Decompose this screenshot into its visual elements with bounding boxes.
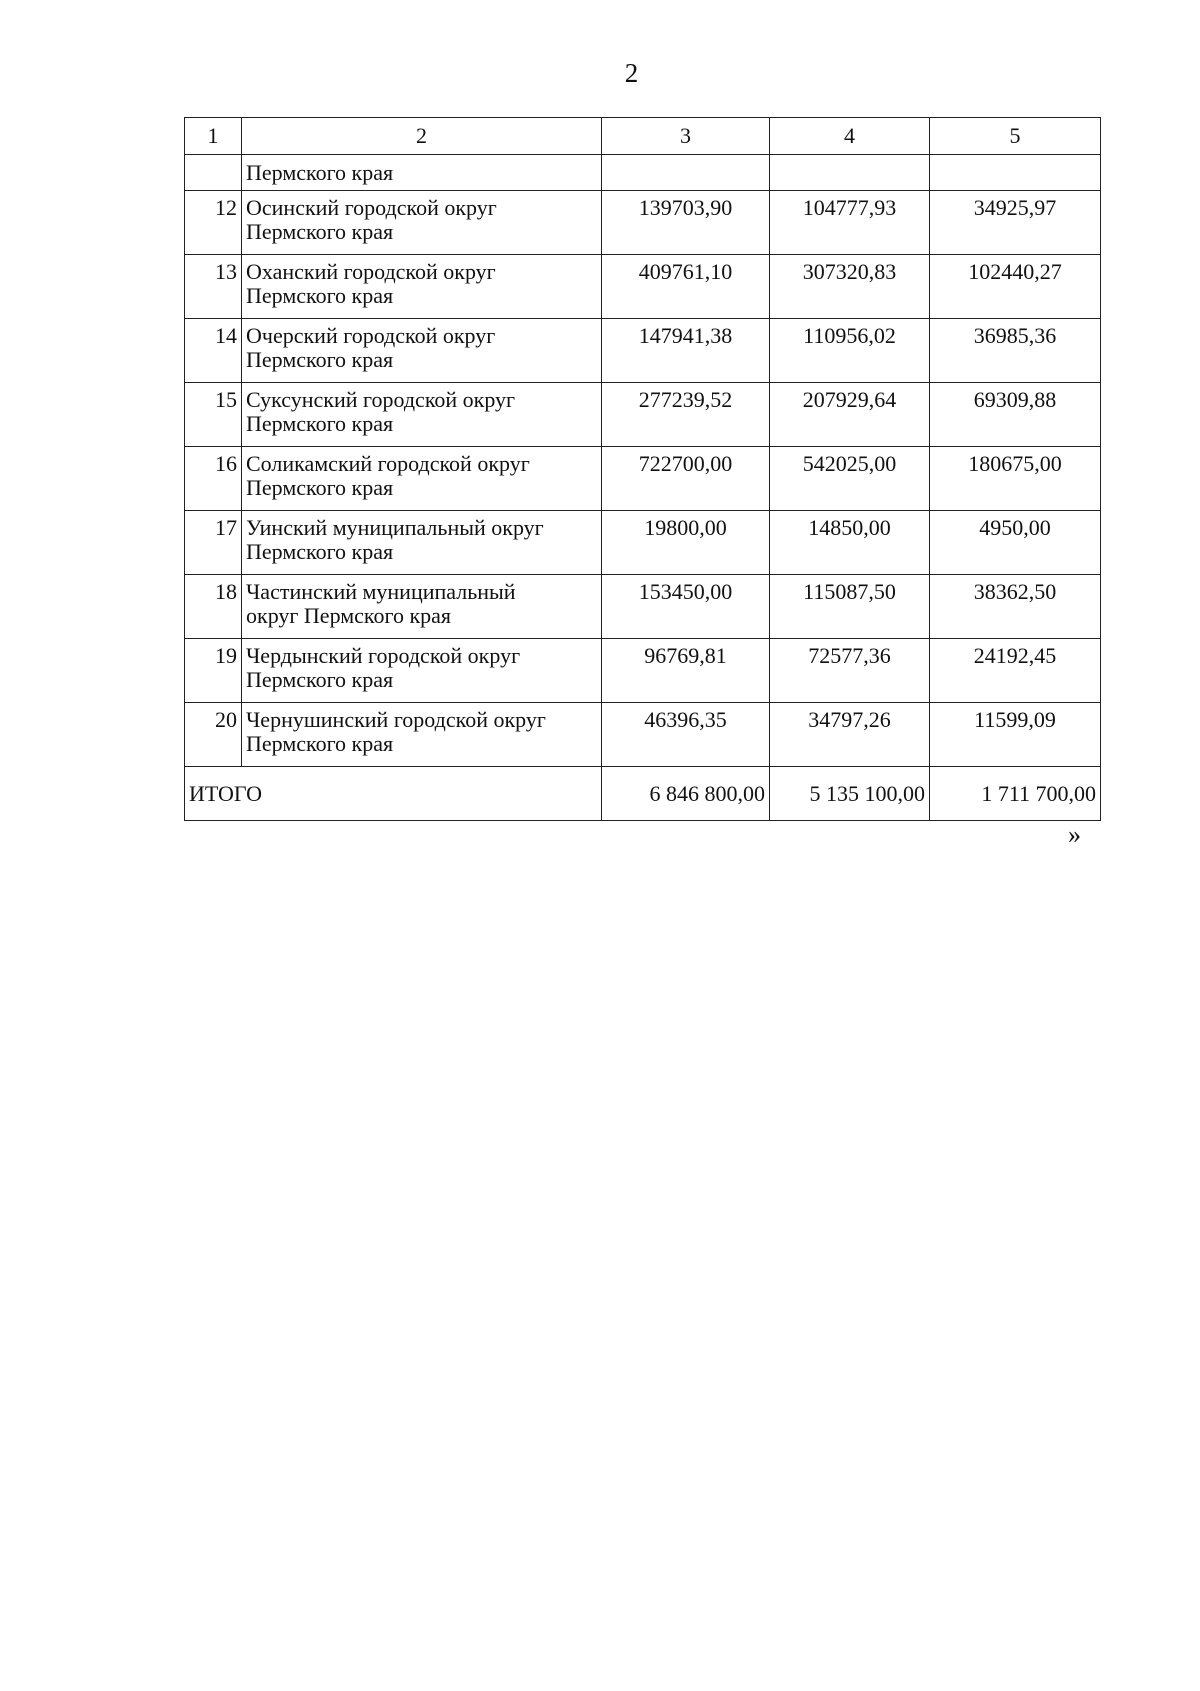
municipality-name <box>242 191 602 255</box>
allocation-table <box>184 117 1101 821</box>
total-col-4: 5 135 100,00 <box>770 767 930 821</box>
value-col-4: 115087,50 <box>770 575 930 639</box>
municipality-name-line-2: Пермского края <box>246 731 394 756</box>
row-number: 15 <box>185 383 242 447</box>
municipality-name <box>242 383 602 447</box>
value-col-3: 19800,00 <box>602 511 770 575</box>
header-cell-1: 1 <box>185 118 242 155</box>
municipality-name-line-1: Частинский муниципальный <box>246 579 516 604</box>
row-number: 12 <box>185 191 242 255</box>
municipality-name: Пермского края <box>242 155 602 191</box>
table-row <box>185 383 1101 447</box>
value-col-4: 14850,00 <box>770 511 930 575</box>
page-number: 2 <box>624 58 639 88</box>
row-number: 20 <box>185 703 242 767</box>
municipality-name-line-1: Чердынский городской округ <box>246 643 521 668</box>
value-col-5: 11599,09 <box>930 703 1101 767</box>
table-row <box>185 511 1101 575</box>
closing-quote: » <box>1068 820 1081 849</box>
row-number: 14 <box>185 319 242 383</box>
total-label: ИТОГО <box>185 767 602 821</box>
value-col-5: 24192,45 <box>930 639 1101 703</box>
municipality-name-line-2: Пермского края <box>246 347 394 372</box>
municipality-name-line-1: Чернушинский городской округ <box>246 707 546 732</box>
value-col-3: 153450,00 <box>602 575 770 639</box>
municipality-name-line-2: Пермского края <box>246 475 394 500</box>
value-col-3: 277239,52 <box>602 383 770 447</box>
continuation-row <box>185 155 1101 191</box>
value-col-5: 102440,27 <box>930 255 1101 319</box>
value-col-5: 4950,00 <box>930 511 1101 575</box>
value-col-4: 110956,02 <box>770 319 930 383</box>
value-col-4: 34797,26 <box>770 703 930 767</box>
municipality-name-line-1: Осинский городской округ <box>246 195 497 220</box>
value-col-4 <box>770 155 930 191</box>
municipality-name <box>242 319 602 383</box>
municipality-name <box>242 447 602 511</box>
value-col-4: 542025,00 <box>770 447 930 511</box>
value-col-3 <box>602 155 770 191</box>
municipality-name <box>242 255 602 319</box>
value-col-3: 139703,90 <box>602 191 770 255</box>
row-number: 16 <box>185 447 242 511</box>
municipality-name-line-1: Уинский муниципальный округ <box>246 515 544 540</box>
value-col-4: 307320,83 <box>770 255 930 319</box>
header-cell-2: 2 <box>242 118 602 155</box>
total-row <box>185 767 1101 821</box>
total-col-5: 1 711 700,00 <box>930 767 1101 821</box>
value-col-4: 207929,64 <box>770 383 930 447</box>
header-cell-3: 3 <box>602 118 770 155</box>
municipality-name-line-2: Пермского края <box>246 667 394 692</box>
value-col-5: 69309,88 <box>930 383 1101 447</box>
table-row <box>185 191 1101 255</box>
row-number: 13 <box>185 255 242 319</box>
municipality-name-line-1: Соликамский городской округ <box>246 451 530 476</box>
row-number <box>185 155 242 191</box>
table-row <box>185 575 1101 639</box>
municipality-name <box>242 639 602 703</box>
municipality-name-line-2: округ Пермского края <box>246 603 452 628</box>
table-row <box>185 447 1101 511</box>
row-number: 18 <box>185 575 242 639</box>
value-col-3: 409761,10 <box>602 255 770 319</box>
municipality-name-line-1: Оханский городской округ <box>246 259 496 284</box>
municipality-name-line-2: Пермского края <box>246 539 394 564</box>
table-row <box>185 703 1101 767</box>
total-col-3: 6 846 800,00 <box>602 767 770 821</box>
header-cell-5: 5 <box>930 118 1101 155</box>
municipality-name <box>242 575 602 639</box>
value-col-5: 34925,97 <box>930 191 1101 255</box>
table-row <box>185 255 1101 319</box>
header-cell-4: 4 <box>770 118 930 155</box>
value-col-3: 722700,00 <box>602 447 770 511</box>
value-col-5 <box>930 155 1101 191</box>
municipality-name-line-1: Очерский городской округ <box>246 323 496 348</box>
table-row <box>185 319 1101 383</box>
municipality-name-line-2: Пермского края <box>246 219 394 244</box>
value-col-4: 104777,93 <box>770 191 930 255</box>
value-col-5: 180675,00 <box>930 447 1101 511</box>
value-col-5: 38362,50 <box>930 575 1101 639</box>
row-number: 19 <box>185 639 242 703</box>
municipality-name-line-2: Пермского края <box>246 411 394 436</box>
value-col-4: 72577,36 <box>770 639 930 703</box>
value-col-3: 46396,35 <box>602 703 770 767</box>
municipality-name <box>242 511 602 575</box>
table-row <box>185 639 1101 703</box>
municipality-name <box>242 703 602 767</box>
value-col-5: 36985,36 <box>930 319 1101 383</box>
header-row <box>185 118 1101 155</box>
municipality-name-line-1: Суксунский городской округ <box>246 387 516 412</box>
municipality-name-line-2: Пермского края <box>246 283 394 308</box>
value-col-3: 96769,81 <box>602 639 770 703</box>
row-number: 17 <box>185 511 242 575</box>
value-col-3: 147941,38 <box>602 319 770 383</box>
